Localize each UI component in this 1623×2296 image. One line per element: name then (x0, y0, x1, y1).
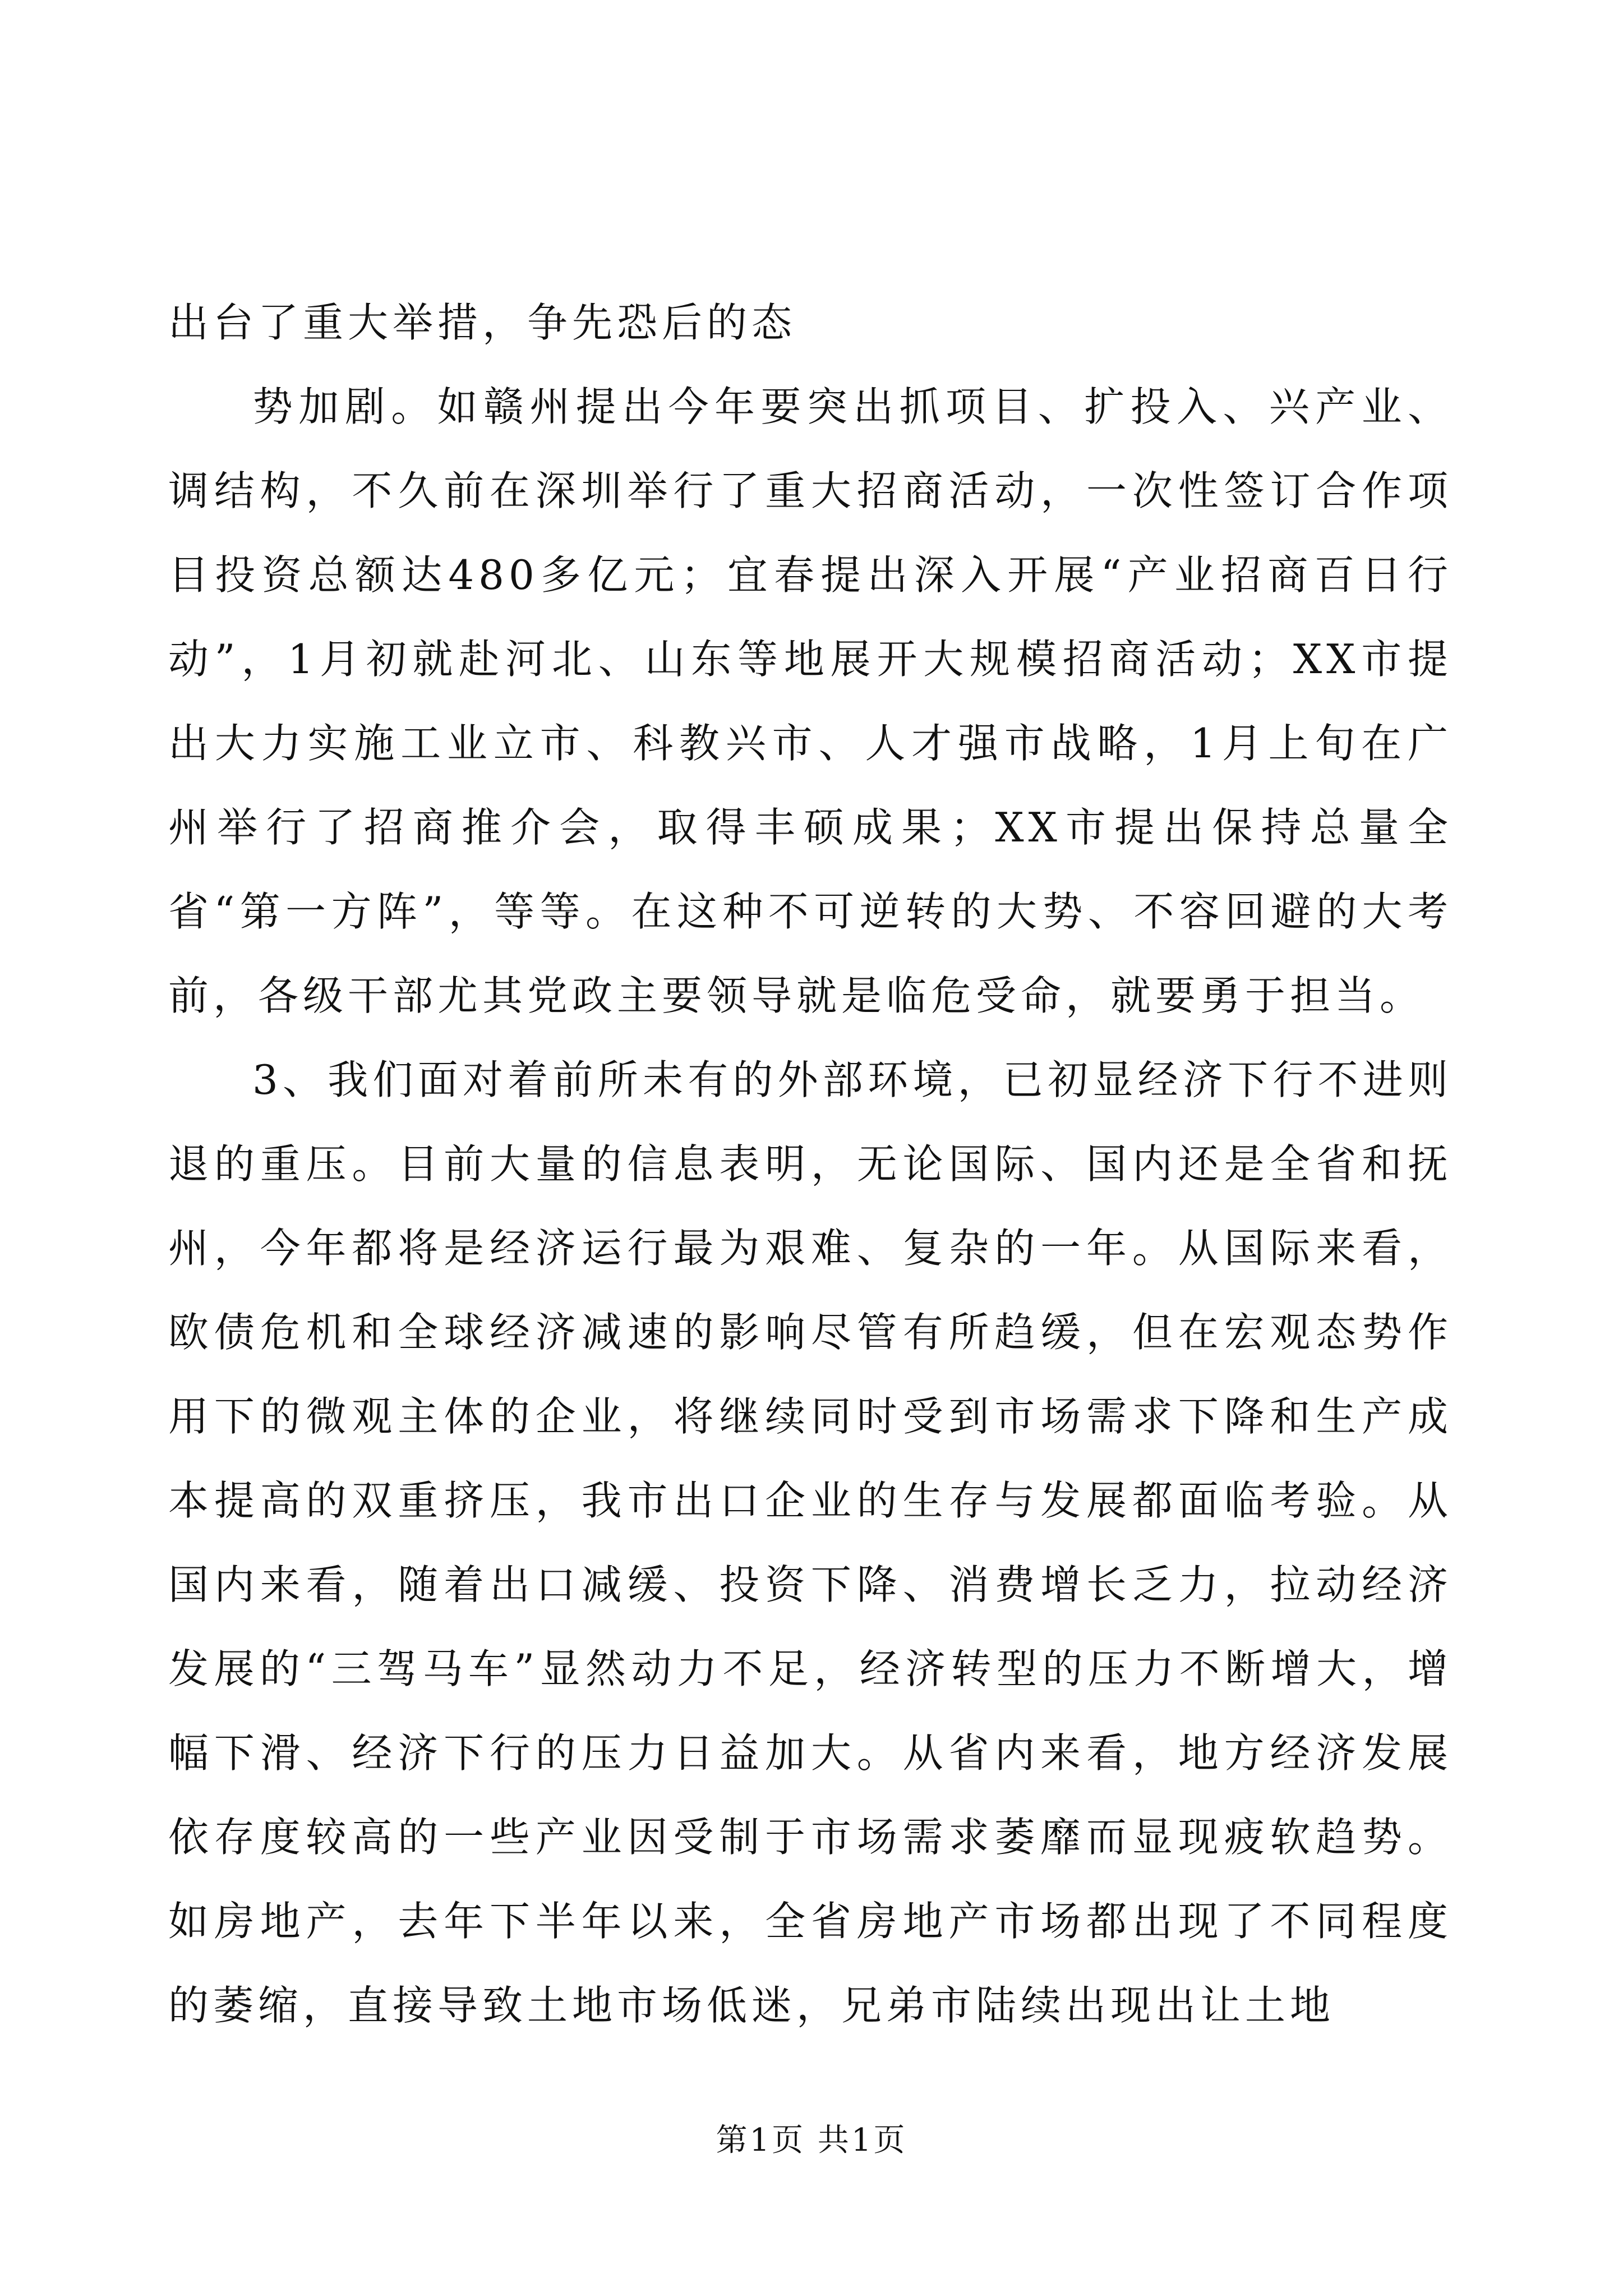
page-footer: 第1页 共1页 (716, 2122, 907, 2159)
paragraph-continuation: 出台了重大举措，争先恐后的态 (168, 299, 797, 346)
paragraph-investment-competition: 势加剧。如赣州提出今年要突出抓项目、扩投入、兴产业、调结构，不久前在深圳举行了重大招商活动，一次性签订合作项目投资总额达480多亿元；宜春提出深入开展“产业招商百日行动”，1月初就赴河北、山东等地展开大规模招商活动；XX市提出大力实施工业立市、科教兴市、人才强市战略，1月上旬在广州举行了招商推介会，取得丰硕成果；XX市提出保持总量全省“第一方阵”，等等。在这种不可逆转的大势、不容回避的大考前，各级干部尤其党政主要领导就是临危受命，就要勇于担当。 (168, 383, 1453, 1019)
paragraph-external-environment: 3、我们面对着前所未有的外部环境，已初显经济下行不进则退的重压。目前大量的信息表明，无论国际、国内还是全省和抚州，今年都将是经济运行最为艰难、复杂的一年。从国际来看，欧债危机和全球经济减速的影响尽管有所趋缓，但在宏观态势作用下的微观主体的企业，将继续同时受到市场需求下降和生产成本提高的双重挤压，我市出口企业的生存与发展都面临考验。从国内来看，随着出口减缓、投资下降、消费增长乏力，拉动经济发展的“三驾马车”显然动力不足，经济转型的压力不断增大，增幅下滑、经济下行的压力日益加大。从省内来看，地方经济发展依存度较高的一些产业因受制于市场需求萎靡而显现疲软趋势。如房地产，去年下半年以来，全省房地产市场都出现了不同程度的萎缩，直接导致土地市场低迷，兄弟市陆续出现出让土地 (168, 1056, 1453, 2029)
body-text (168, 280, 1453, 2047)
